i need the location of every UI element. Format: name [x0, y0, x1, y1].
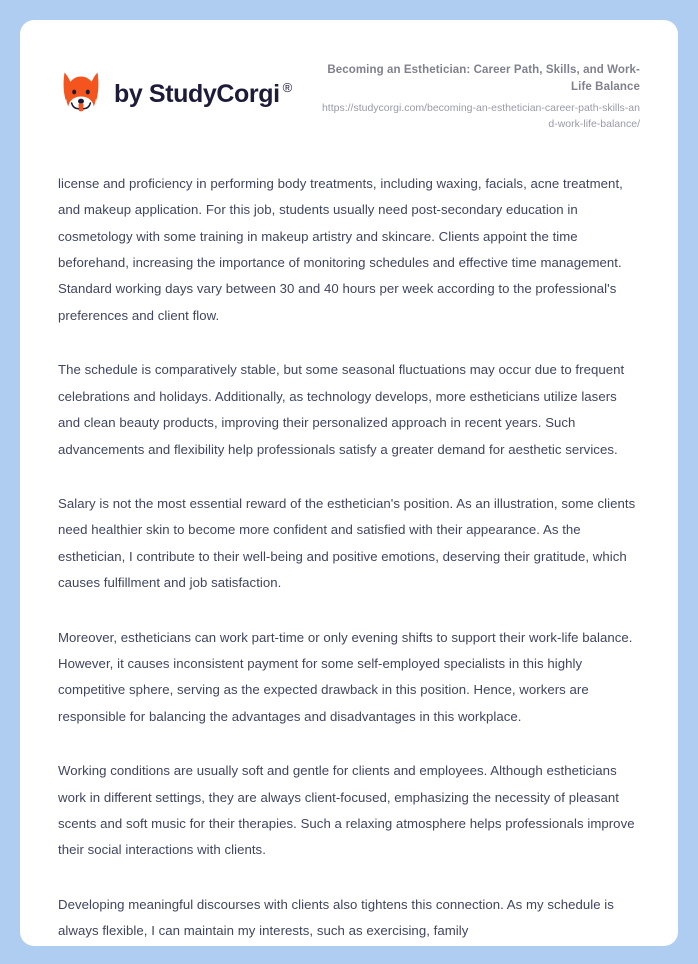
document-body: [20, 133, 678, 939]
page-title: Becoming an Esthetician: Career Path, Skills, and Work-Life Balance: [327, 64, 640, 93]
document-card: [20, 20, 678, 946]
document-header: [20, 20, 678, 133]
body-paragraph: The schedule is comparatively stable, but some seasonal fluctuations may occur due to frequent celebrations and holidays. Additionally, as technology develops, more estheticians utilize lasers and clean beauty products, improving their personalized approach in recent years. Such advancements and flexibility help professionals satisfy a greater demand for aesthetic services.: [58, 362, 625, 457]
document-meta: [292, 62, 640, 133]
body-paragraph: Working conditions are usually soft and gentle for clients and employees. Although estheticians work in different settings, they are always client-focused, emphasizing the necessity of pleasant scents and soft music for their therapies. Such a relaxing atmosphere helps professionals improve their social interactions with clients.: [58, 763, 635, 858]
brand-name-text: by StudyCorgi: [114, 79, 280, 108]
body-paragraph: license and proficiency in performing body treatments, including waxing, facials, acne treatment, and makeup application. For this job, students usually need post-secondary education in cosmetology with some training in makeup artistry and skincare. Clients appoint the time beforehand, increasing the importance of monitoring schedules and effective time management. Standard working days vary between 30 and 40 hours per week according to the professional's preferences and client flow.: [58, 175, 623, 323]
body-paragraph: Developing meaningful discourses with clients also tightens this connection. As my schedule is always flexible, I can maintain my interests, such as exercising, family: [58, 896, 614, 939]
registered-trademark-icon: ®: [282, 79, 293, 95]
document-body-clip: [20, 133, 678, 939]
body-paragraph: Salary is not the most essential reward of the esthetician's position. As an illustration, some clients need healthier skin to become more confident and satisfied with their appearance. As the esthetician, I contribute to their well-being and positive emotions, deserving their gratitude, which causes fulfillment and job satisfaction.: [58, 495, 636, 591]
corgi-head-icon: [58, 70, 104, 118]
source-url[interactable]: https://studycorgi.com/becoming-an-esthetician-career-path-skills-and-work-life-balance/: [321, 102, 640, 131]
brand-wordmark: [114, 79, 293, 108]
body-paragraph: Moreover, estheticians can work part-time or only evening shifts to support their work-life balance. However, it causes inconsistent payment for some self-employed specialists in this highly competitive sphere, serving as the expected drawback in this position. Hence, workers are responsible for balancing the advantages and disadvantages in this workplace.: [58, 629, 633, 724]
brand-block[interactable]: [58, 62, 292, 118]
